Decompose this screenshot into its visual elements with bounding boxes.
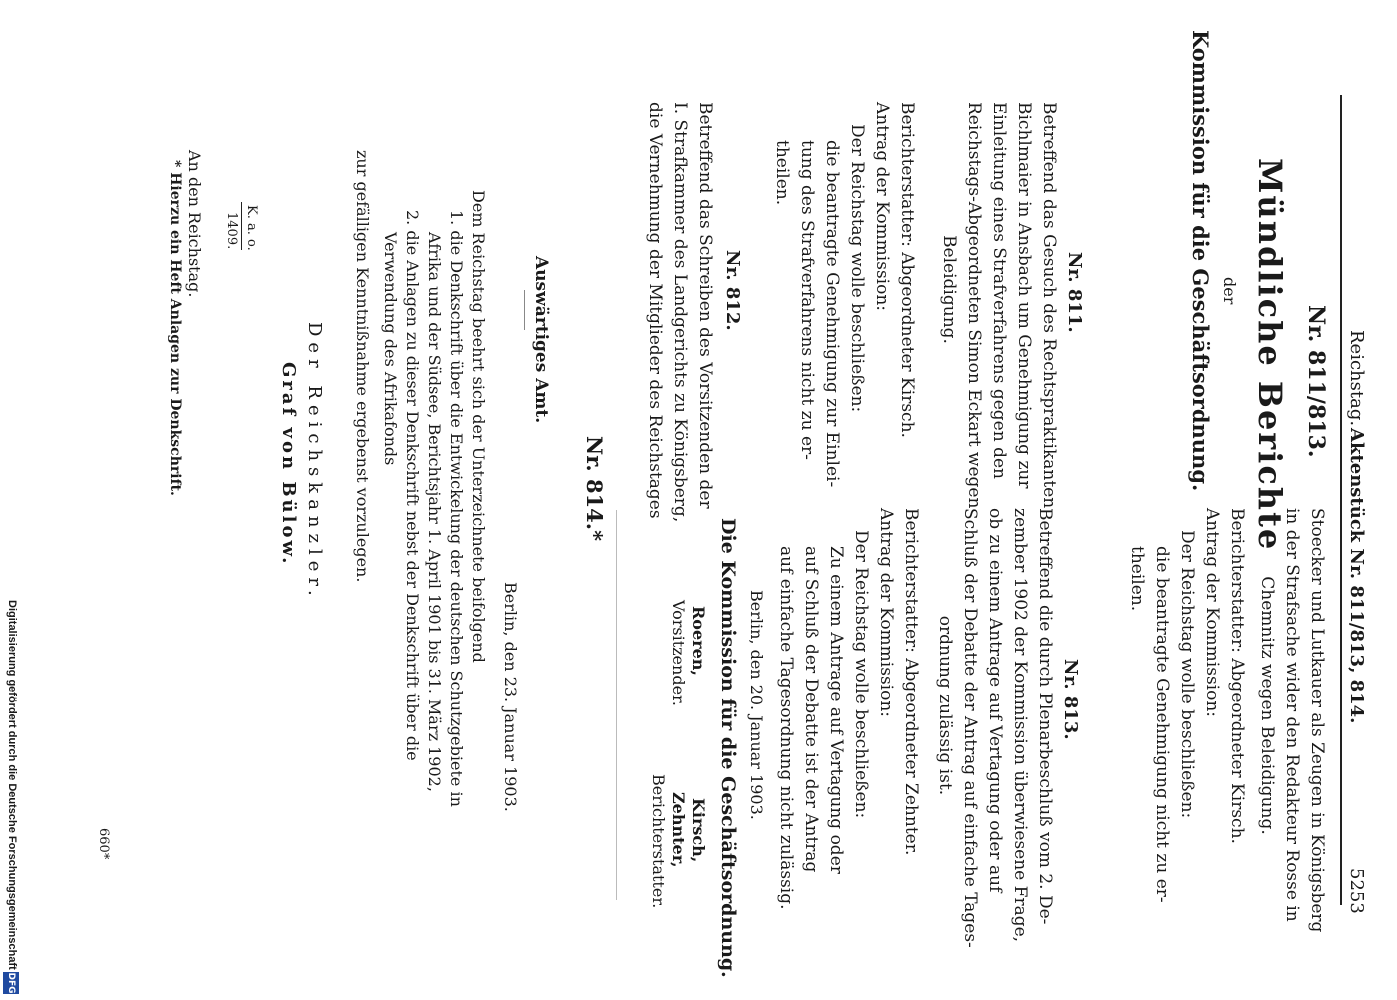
nr814-closing: zur gefälligen Kenntnißnahme ergebenst vorzulegen. [353, 150, 372, 583]
header-center: Aktenstück Nr. 811/813, 814. [1346, 428, 1367, 724]
nr811-heading: Nr. 811. [1064, 252, 1085, 333]
signature-title: Der Reichskanzler. [304, 322, 325, 602]
digitization-credit [0, 0, 21, 1000]
sign-right-role: Berichterstatter. [649, 774, 668, 909]
nr811-motion: Berichterstatter: Abgeordneter Kirsch. Antrag der Kommission: Der Reichstag wolle beschließen: die beantragte Genehmigung zur Einlei- tung des Strafverfahrens nicht zu er- theilen. [772, 102, 917, 488]
column-separator [616, 510, 617, 900]
ref-top: K. a. o. [244, 205, 259, 251]
sign-left-name: Roeren, [689, 606, 708, 676]
nr814-addressee: An den Reichstag. [185, 150, 204, 298]
nr814-office: Auswärtiges Amt. [531, 256, 551, 424]
nr812-heading: Nr. 812. [722, 250, 743, 331]
page-title: Mündliche Berichte [1251, 158, 1289, 552]
nr811-body: Betreffend das Gesuch des Rechtspraktikanten Bichlmaier in Ansbach um Genehmigung zur Einleitung eines Strafverfahrens gegen den Reichstags-Abgeordneten Simon Eckart wegen Beleidigung. [939, 102, 1059, 509]
header-left: Reichstag. [1346, 330, 1367, 427]
dfg-logo: DFG [3, 972, 19, 994]
right-top-body: Stoecker und Lutkauer als Zeugen in Königsberg in der Strafsache wider den Redakteur Rosse in Chemnitz wegen Beleidigung. [1257, 508, 1327, 933]
nr814-date: Berlin, den 23. Januar 1903. [501, 582, 520, 812]
ref-rule [241, 202, 242, 250]
nr814-footnote: * Hierzu ein Heft Anlagen zur Denkschrift. [167, 160, 183, 496]
title-der: der [1220, 277, 1239, 305]
header-rule [1340, 95, 1342, 905]
nr814-intro: Dem Reichstag beehrt sich der Unterzeichnete beifolgend [469, 190, 488, 663]
page-number: 5253 [1346, 868, 1367, 914]
right-top-motion: Berichterstatter: Abgeordneter Kirsch. Antrag der Kommission: Der Reichstag wolle beschließen: die beantragte Genehmigung nicht zu er- theilen. [1127, 508, 1247, 903]
sheet-number: 660* [96, 828, 111, 860]
sign-right-name-2: Zehnter, [669, 792, 688, 868]
nr813-body: Betreffend die durch Plenarbeschluß vom 2. De- zember 1902 der Kommission überwiesene Frage, ob zu einem Antrage auf Vertagung oder auf Schluß der Debatte der Antrag auf einfache Tages- ordnung zulässig ist. [935, 508, 1055, 948]
ref-bottom: 1409. [224, 212, 239, 250]
nr813-commission: Die Kommission für die Geschäftsordnung. [717, 518, 739, 978]
nr813-heading: Nr. 813. [1060, 659, 1081, 740]
title-number: Nr. 811/813. [1303, 305, 1329, 458]
signature-name: Graf von Bülow. [278, 362, 299, 567]
nr813-motion: Berichterstatter: Abgeordneter Zehnter. Antrag der Kommission: Der Reichstag wolle beschließen: Zu einem Antrage auf Vertagung oder auf Schluß der Debatte ist der Antrag auf einfache Tagesordnung nicht zulässig. [776, 508, 921, 910]
nr812-body: Betreffend das Schreiben des Vorsitzenden der I. Strafkammer des Landgerichts zu Königsberg, die Vernehmung der Mitglieder des Reichstages [645, 102, 715, 523]
office-rule [524, 290, 525, 330]
sign-right-name-1: Kirsch, [689, 798, 708, 863]
credit-text: Digitalisierung gefördert durch die Deutsche Forschungsgemeinschaft [6, 600, 18, 970]
sign-left-role: Vorsitzender. [669, 600, 688, 707]
nr813-date: Berlin, den 20. Januar 1903. [747, 590, 766, 820]
nr814-heading: Nr. 814.* [582, 436, 607, 542]
nr814-items: 1. die Denkschrift über die Entwickelung der deutschen Schutzgebiete in Afrika und der Südsee, Berichtsjahr 1. April 1901 bis 31. März 1902, 2. die Anlagen zu dieser Denkschrift nebst der Denkschrift über die Verwendung des Afrikafonds [381, 210, 466, 807]
page-subtitle: Kommission für die Geschäftsordnung. [1188, 30, 1213, 492]
